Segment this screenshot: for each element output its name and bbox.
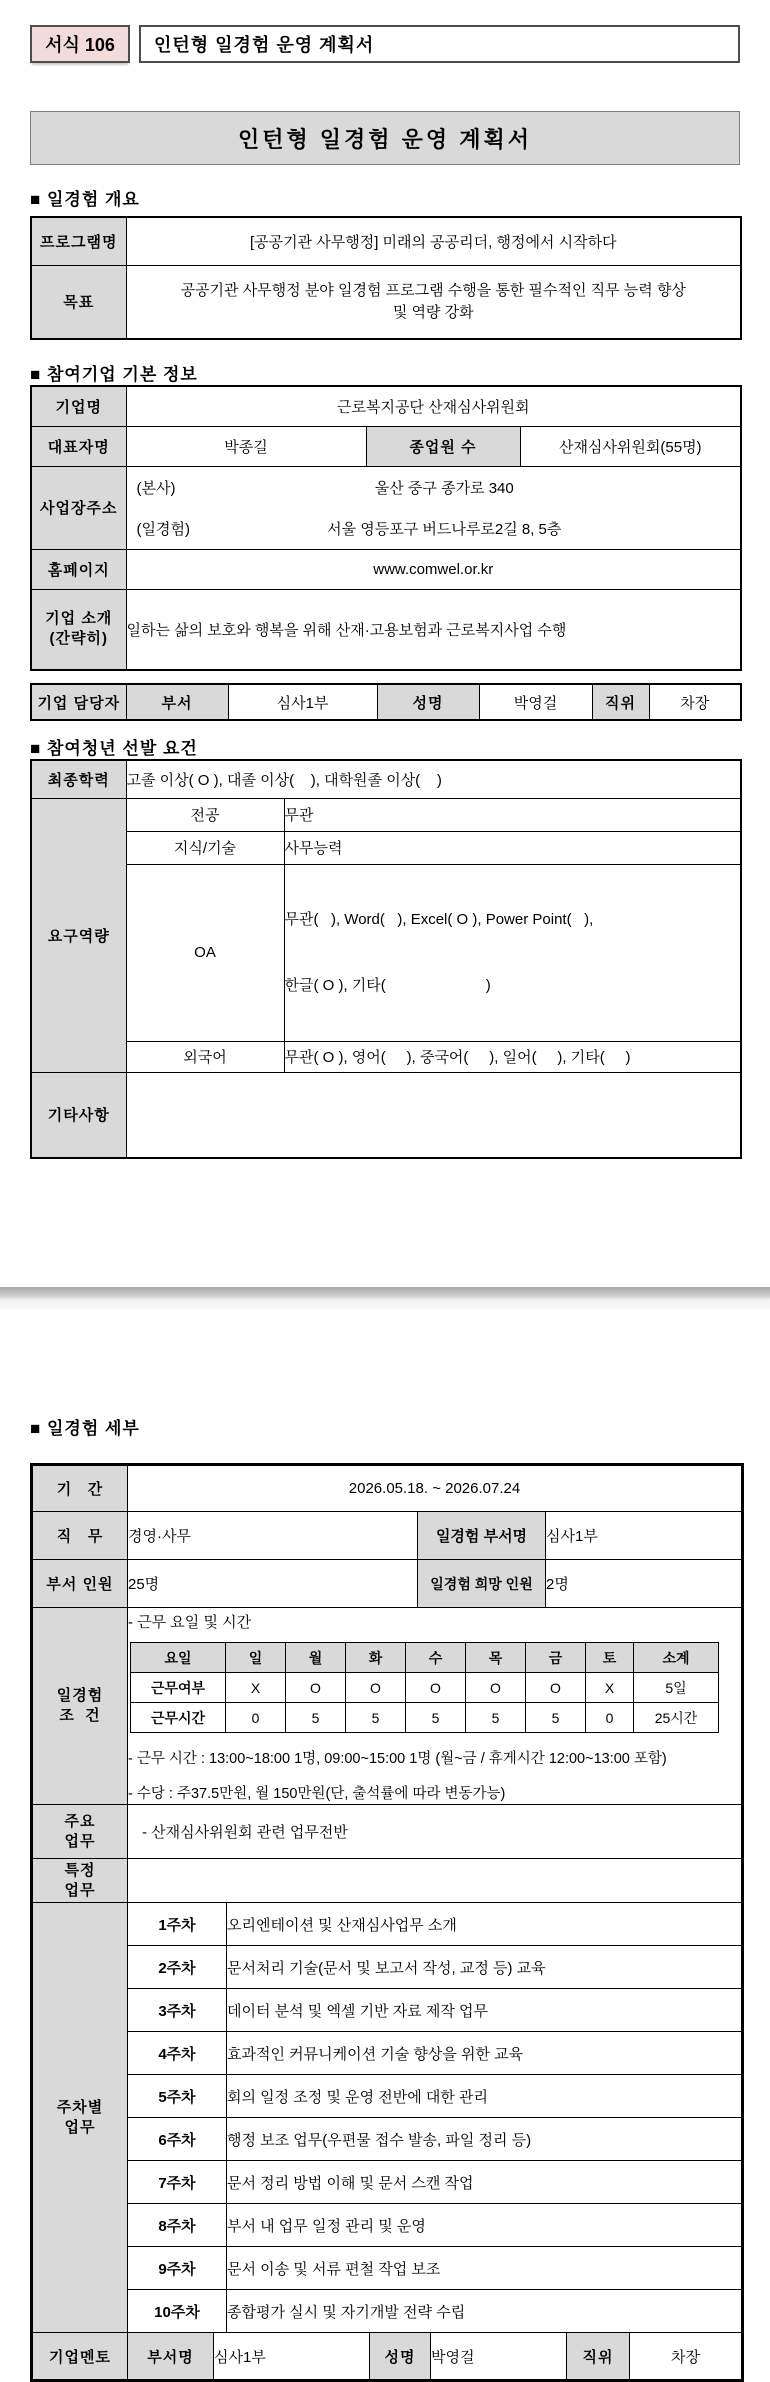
etc-value [126, 1072, 741, 1158]
table-row [31, 1041, 741, 1072]
week-task: 행정 보조 업무(우편물 접수 발송, 파일 정리 등) [227, 2118, 742, 2161]
schedule-cell: O [346, 1673, 406, 1703]
employee-count-value: 산재심사위원회(55명) [520, 426, 741, 466]
schedule-cell: 0 [226, 1703, 286, 1733]
week-row [33, 2161, 742, 2204]
schedule-cell: 5 [346, 1703, 406, 1733]
oa-value-line2: 한글( O ), 기타( ) [284, 976, 491, 994]
table-row [31, 549, 741, 589]
doc-title: 인턴형 일경험 운영 계획서 [30, 111, 740, 165]
table-row [33, 1608, 742, 1805]
schedule-cell: O [466, 1673, 526, 1703]
week-row [33, 2075, 742, 2118]
week-task: 효과적인 커뮤니케이션 기술 향상을 위한 교육 [227, 2032, 742, 2075]
table-row [33, 1560, 742, 1608]
doc-header [30, 25, 740, 63]
week-label: 9주차 [128, 2247, 227, 2290]
oa-value [284, 864, 741, 1041]
mentor-row [32, 2332, 742, 2380]
table-row [31, 466, 741, 549]
schedule-header-row [131, 1643, 719, 1673]
week-label: 8주차 [128, 2204, 227, 2247]
week-label: 1주차 [128, 1903, 227, 1946]
conditions-cell [128, 1608, 742, 1805]
schedule-header-cell: 일 [226, 1643, 286, 1673]
headcount-value: 2명 [546, 1560, 742, 1608]
form-tag: 서식 106 [30, 25, 130, 63]
period-row [32, 1465, 742, 1512]
company-intro-label: 기업 소개 (간략히) [31, 589, 126, 670]
contact-name-label: 성명 [377, 684, 479, 720]
specific-task-row [32, 1858, 742, 1903]
schedule-cell: O [526, 1673, 586, 1703]
main-task-value: - 산재심사위원회 관련 업무전반 [128, 1805, 742, 1859]
week-row [33, 1903, 742, 1946]
program-name-label: 프로그램명 [31, 217, 126, 265]
schedule-header-cell: 수 [406, 1643, 466, 1673]
week-row [33, 2204, 742, 2247]
schedule-table [130, 1642, 719, 1733]
schedule-row [131, 1703, 719, 1733]
headcount-row [32, 1559, 742, 1608]
program-name-value: [공공기관 사무행정] 미래의 공공리더, 행정에서 시작하다 [126, 217, 741, 265]
major-label: 전공 [126, 798, 284, 831]
schedule-cell: 5 [466, 1703, 526, 1733]
detail-table [30, 1463, 744, 2382]
week-task: 문서 이송 및 서류 편철 작업 보조 [227, 2247, 742, 2290]
education-label: 최종학력 [31, 760, 126, 798]
conditions-intro: - 근무 요일 및 시간 [128, 1614, 252, 1631]
weekly-label: 주차별 업무 [33, 1903, 128, 2333]
etc-label: 기타사항 [31, 1072, 126, 1158]
knowledge-value: 사무능력 [284, 831, 741, 864]
conditions-label: 일경험 조 건 [33, 1608, 128, 1805]
period-value: 2026.05.18. ~ 2026.07.24 [128, 1466, 742, 1512]
schedule-header-cell: 목 [466, 1643, 526, 1673]
company-intro-value: 일하는 삶의 보호와 행복을 위해 산재·고용보험과 근로복지사업 수행 [126, 589, 741, 670]
main-task-label: 주요 업무 [33, 1805, 128, 1859]
address-exp-tag: (일경험) [136, 520, 190, 538]
specific-task-label: 특정 업무 [33, 1859, 128, 1903]
week-task: 데이터 분석 및 엑셀 기반 자료 제작 업무 [227, 1989, 742, 2032]
table-row [31, 831, 741, 864]
address-label: 사업장주소 [31, 466, 126, 549]
goal-value: 공공기관 사무행정 분야 일경험 프로그램 수행을 통한 필수적인 직무 능력 향상 및 역량 강화 [126, 265, 741, 339]
schedule-header-cell: 화 [346, 1643, 406, 1673]
week-label: 5주차 [128, 2075, 227, 2118]
schedule-row [131, 1673, 719, 1703]
table-row [33, 1805, 742, 1859]
contact-dept-value: 심사1부 [228, 684, 377, 720]
address-hq-value: 울산 중구 종가로 340 [374, 479, 514, 497]
mentor-title-value: 차장 [630, 2333, 742, 2380]
competency-label: 요구역량 [31, 798, 126, 1072]
table-row [33, 1466, 742, 1512]
table-row [33, 1859, 742, 1903]
dept-name-value: 심사1부 [546, 1512, 742, 1560]
contact-title-value: 차장 [649, 684, 741, 720]
table-row [31, 684, 741, 720]
schedule-header-cell: 소계 [634, 1643, 719, 1673]
headcount-label: 일경험 희망 인원 [418, 1560, 546, 1608]
ceo-value: 박종길 [126, 426, 366, 466]
website-label: 홈페이지 [31, 549, 126, 589]
schedule-cell: X [226, 1673, 286, 1703]
schedule-cell: O [406, 1673, 466, 1703]
week-row [33, 2118, 742, 2161]
contact-role-label: 기업 담당자 [31, 684, 126, 720]
table-row [31, 864, 741, 1041]
section-heading-overview: ■ 일경험 개요 [30, 190, 140, 209]
week-task: 문서 정리 방법 이해 및 문서 스캔 작업 [227, 2161, 742, 2204]
week-task: 종합평가 실시 및 자기개발 전략 수립 [227, 2290, 742, 2333]
week-label: 6주차 [128, 2118, 227, 2161]
table-row [33, 2333, 742, 2380]
table-row [31, 265, 741, 339]
schedule-cell: 0 [586, 1703, 634, 1733]
language-value: 무관( O ), 영어( ), 중국어( ), 일어( ), 기타( ) [284, 1041, 741, 1072]
job-value: 경영·사무 [128, 1512, 418, 1560]
table-row [31, 589, 741, 670]
company-name-value: 근로복지공단 산재심사위원회 [126, 386, 741, 426]
mentor-name-label: 성명 [370, 2333, 431, 2380]
schedule-header-cell: 요일 [131, 1643, 226, 1673]
contact-title-label: 직위 [592, 684, 649, 720]
mentor-role-label: 기업멘토 [33, 2333, 128, 2380]
main-task-row [32, 1804, 742, 1859]
schedule-header-cell: 금 [526, 1643, 586, 1673]
goal-label: 목표 [31, 265, 126, 339]
section-heading-company: ■ 참여기업 기본 정보 [30, 365, 198, 384]
requirements-table [30, 759, 742, 1159]
page-separator [0, 1287, 770, 1310]
table-row [31, 426, 741, 466]
schedule-cell: 5일 [634, 1673, 719, 1703]
address-cell [126, 466, 741, 549]
work-time-note: - 근무 시간 : 13:00~18:00 1명, 09:00~15:00 1명 (월~금 / 휴게시간 12:00~13:00 포함) [128, 1751, 667, 1767]
schedule-cell: 25시간 [634, 1703, 719, 1733]
table-row [31, 217, 741, 265]
week-row [33, 2032, 742, 2075]
employee-count-label: 종업원 수 [366, 426, 520, 466]
conditions-row [32, 1607, 742, 1805]
dept-name-label: 일경험 부서명 [418, 1512, 546, 1560]
knowledge-label: 지식/기술 [126, 831, 284, 864]
schedule-cell: X [586, 1673, 634, 1703]
week-label: 4주차 [128, 2032, 227, 2075]
job-row [32, 1511, 742, 1560]
language-label: 외국어 [126, 1041, 284, 1072]
section-heading-detail: ■ 일경험 세부 [30, 1419, 140, 1438]
table-row [31, 760, 741, 798]
weekly-tasks-table [32, 1902, 742, 2333]
schedule-cell: 5 [526, 1703, 586, 1733]
mentor-title-label: 직위 [567, 2333, 630, 2380]
ceo-label: 대표자명 [31, 426, 126, 466]
mentor-dept-value: 심사1부 [214, 2333, 370, 2380]
major-value: 무관 [284, 798, 741, 831]
contact-name-value: 박영걸 [479, 684, 592, 720]
table-row [31, 386, 741, 426]
schedule-cell: O [286, 1673, 346, 1703]
week-label: 7주차 [128, 2161, 227, 2204]
contact-dept-label: 부서 [126, 684, 228, 720]
section-heading-requirements: ■ 참여청년 선발 요건 [30, 739, 198, 758]
table-row [31, 1072, 741, 1158]
specific-task-value [128, 1859, 742, 1903]
schedule-row-label: 근무시간 [131, 1703, 226, 1733]
schedule-header-cell: 토 [586, 1643, 634, 1673]
form-title: 인턴형 일경험 운영 계획서 [139, 25, 740, 63]
week-task: 회의 일정 조정 및 운영 전반에 대한 관리 [227, 2075, 742, 2118]
oa-label: OA [126, 864, 284, 1041]
week-row [33, 2290, 742, 2333]
address-hq-tag: (본사) [136, 479, 176, 497]
table-row [31, 798, 741, 831]
schedule-cell: 5 [406, 1703, 466, 1733]
week-row [33, 1989, 742, 2032]
week-label: 2주차 [128, 1946, 227, 1989]
dept-size-label: 부서 인원 [33, 1560, 128, 1608]
week-task: 오리엔테이션 및 산재심사업무 소개 [227, 1903, 742, 1946]
contact-table [30, 683, 742, 721]
company-table [30, 385, 742, 671]
address-exp-line [127, 508, 741, 549]
mentor-dept-label: 부서명 [128, 2333, 214, 2380]
website-value: www.comwel.or.kr [126, 549, 741, 589]
period-label: 기 간 [33, 1466, 128, 1512]
company-name-label: 기업명 [31, 386, 126, 426]
dept-size-value: 25명 [128, 1560, 418, 1608]
week-row [33, 1946, 742, 1989]
week-label: 10주차 [128, 2290, 227, 2333]
mentor-name-value: 박영걸 [431, 2333, 567, 2380]
address-exp-value: 서울 영등포구 버드나루로2길 8, 5층 [327, 520, 562, 538]
week-task: 부서 내 업무 일정 관리 및 운영 [227, 2204, 742, 2247]
table-row [33, 1512, 742, 1560]
job-label: 직 무 [33, 1512, 128, 1560]
schedule-row-label: 근무여부 [131, 1673, 226, 1703]
oa-value-line1: 무관( ), Word( ), Excel( O ), Power Point( ), [284, 910, 594, 928]
schedule-header-cell: 월 [286, 1643, 346, 1673]
week-task: 문서처리 기술(문서 및 보고서 작성, 교정 등) 교육 [227, 1946, 742, 1989]
overview-table [30, 216, 742, 340]
week-label: 3주차 [128, 1989, 227, 2032]
education-value: 고졸 이상( O ), 대졸 이상( ), 대학원졸 이상( ) [126, 760, 741, 798]
week-row [33, 2247, 742, 2290]
address-hq-line [127, 467, 741, 508]
pay-note: - 수당 : 주37.5만원, 월 150만원(단, 출석률에 따라 변동가능) [128, 1786, 506, 1802]
schedule-cell: 5 [286, 1703, 346, 1733]
